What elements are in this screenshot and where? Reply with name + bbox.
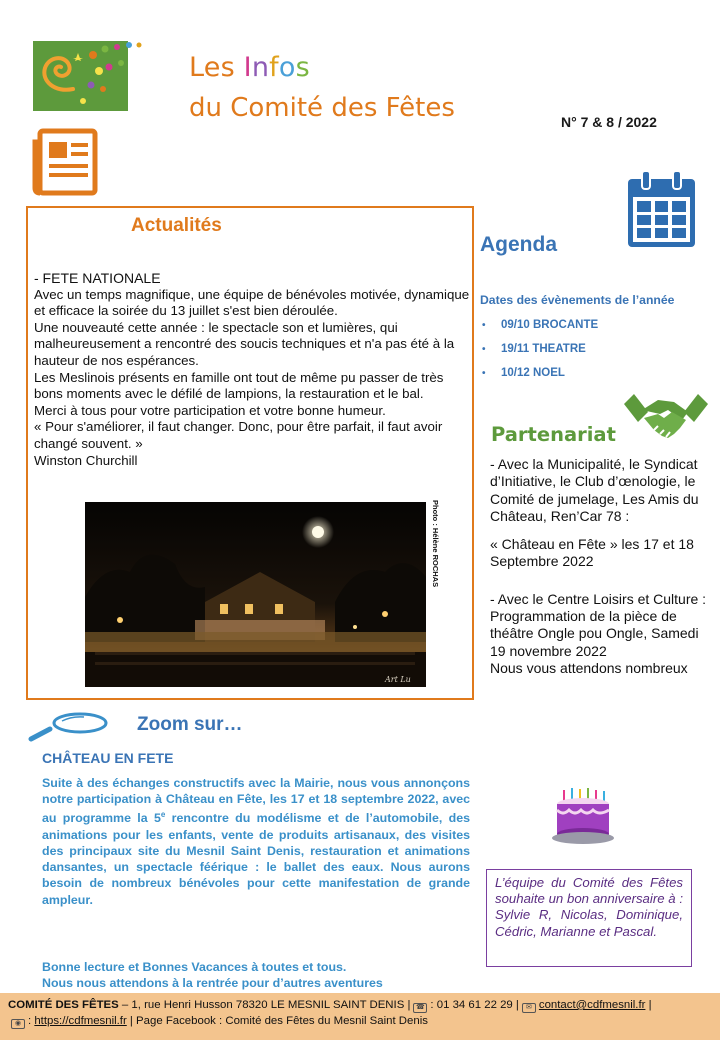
- partenariat-paragraph: « Château en Fête » les 17 et 18 Septembre 2022: [490, 536, 694, 570]
- footer-org: COMITÉ DES FÊTES: [8, 999, 119, 1011]
- agenda-item: [482, 343, 586, 355]
- footer-facebook: | Page Facebook : Comité des Fêtes du Mesnil Saint Denis: [126, 1015, 428, 1027]
- title-letter: I: [243, 52, 252, 83]
- actualites-text: [34, 270, 470, 469]
- title-letter: o: [278, 52, 296, 83]
- handshake-icon: [624, 390, 708, 446]
- partenariat-title: Partenariat: [491, 423, 616, 446]
- actualites-title: Actualités: [131, 215, 222, 236]
- footer-web-prefix: :: [28, 1015, 35, 1027]
- footer-line: [8, 999, 652, 1013]
- actualites-paragraph: Merci à tous pour votre participation et votre bonne humeur.: [34, 402, 386, 418]
- bullet: •: [482, 368, 486, 379]
- agenda-item: [482, 319, 598, 331]
- partenariat-paragraph: Programmation de la pièce de théâtre Ongle pou Ongle, Samedi 19 novembre 2022: [490, 608, 699, 659]
- bullet: •: [482, 320, 486, 331]
- calendar-icon: [628, 171, 695, 247]
- footer-phone: : 01 34 61 22 29 |: [430, 999, 519, 1011]
- agenda-item-text: 10/12 NOEL: [501, 367, 565, 379]
- chateau-text-part: Suite à des échanges constructifs avec la Mairie, nous vous annonçons notre participation à Château en Fête, les 17 et 18 septembre 2022, avec au programme la 5: [42, 776, 470, 826]
- actualites-paragraph: Une nouveauté cette année : le spectacle son et lumières, qui malheureusement a rencontré des soucis techniques et n'a pas été à la hauteur de nos espérances.: [34, 319, 455, 368]
- footer-line: [8, 1015, 428, 1029]
- agenda-item-text: 19/11 THEATRE: [501, 343, 586, 355]
- comite-logo: [33, 41, 128, 111]
- newsletter-subtitle: du Comité des Fêtes: [189, 93, 455, 123]
- ordinal-superscript: e: [160, 810, 166, 820]
- zoom-title: Zoom sur…: [137, 714, 243, 735]
- partenariat-paragraph: - Avec la Municipalité, le Syndicat d’Initiative, le Club d’œnologie, le Comité de jumelage, Les Amis du Château, Ren’Car 78 :: [490, 456, 699, 524]
- issue-number: N° 7 & 8 / 2022: [561, 114, 657, 130]
- partenariat-paragraph: Nous vous attendons nombreux: [490, 659, 688, 676]
- phone-icon: ☎: [413, 1003, 427, 1013]
- partenariat-text: [490, 456, 714, 677]
- partenariat-paragraph: - Avec le Centre Loisirs et Culture :: [490, 590, 707, 607]
- agenda-subtitle: Dates des évènements de l’année: [480, 293, 675, 307]
- actualites-heading: - FETE NATIONALE: [34, 270, 161, 286]
- quote-author: Winston Churchill: [34, 452, 138, 468]
- footer-website-link[interactable]: https://cdfmesnil.fr: [34, 1015, 127, 1027]
- email-icon: ✉: [522, 1003, 536, 1013]
- newspaper-icon: [32, 128, 98, 196]
- title-letter: n: [251, 52, 270, 83]
- closing-line: Nous nous attendons à la rentrée pour d’autres aventures: [42, 976, 383, 990]
- web-icon: ◉: [11, 1019, 25, 1029]
- agenda-title: Agenda: [480, 233, 558, 256]
- fete-nationale-photo: [85, 502, 426, 687]
- footer-email-link[interactable]: contact@cdfmesnil.fr: [538, 999, 646, 1011]
- magnifier-icon: [28, 712, 108, 742]
- chateau-text-part: rencontre du modélisme et de l’automobile, des animations pour les enfants, vente de produits artisanaux, des visites des principaux site du Mesnil Saint Denis, restauration et animations dansantes, un spectacle féérique : le ballet des eaux. Nous aurons besoin de nombreux bénévoles pour cette manifestation de grande ampleur.: [42, 811, 470, 907]
- agenda-item: [482, 367, 565, 379]
- photo-credit-text: Photo : Hélène ROCHAS: [431, 500, 440, 588]
- agenda-item-text: 09/10 BROCANTE: [501, 319, 599, 331]
- actualites-paragraph: Avec un temps magnifique, une équipe de bénévoles motivée, dynamique et efficace la soirée du 13 juillet s'est bien déroulée.: [34, 286, 470, 319]
- actualites-paragraph: Les Meslinois présents en famille ont tout de même pu passer de très bons moments avec le défilé de lampions, la restauration et le bal.: [34, 369, 444, 402]
- photo-credit: [426, 500, 442, 690]
- chateau-title: CHÂTEAU EN FETE: [42, 750, 174, 766]
- footer-separator: |: [645, 999, 652, 1011]
- newsletter-title: [189, 52, 310, 83]
- birthday-cake-icon: [551, 788, 615, 846]
- title-letter: s: [295, 52, 310, 83]
- bullet: •: [482, 344, 486, 355]
- actualites-quote: « Pour s'améliorer, il faut changer. Donc, pour être parfait, il faut avoir changé souvent. »: [34, 419, 443, 451]
- birthday-text: L’équipe du Comité des Fêtes souhaite un bon anniversaire à : Sylvie R, Nicolas, Dominique, Cédric, Marianne et Pascal.: [495, 875, 683, 939]
- footer-address: – 1, rue Henri Husson 78320 LE MESNIL SAINT DENIS |: [118, 999, 411, 1011]
- title-prefix: Les: [189, 52, 244, 83]
- photo-signature: Art Lu: [385, 675, 411, 684]
- chateau-text: [42, 775, 470, 908]
- title-letter: f: [269, 52, 279, 83]
- birthday-box: [486, 869, 692, 967]
- closing-line: Bonne lecture et Bonnes Vacances à toutes et tous.: [42, 960, 347, 974]
